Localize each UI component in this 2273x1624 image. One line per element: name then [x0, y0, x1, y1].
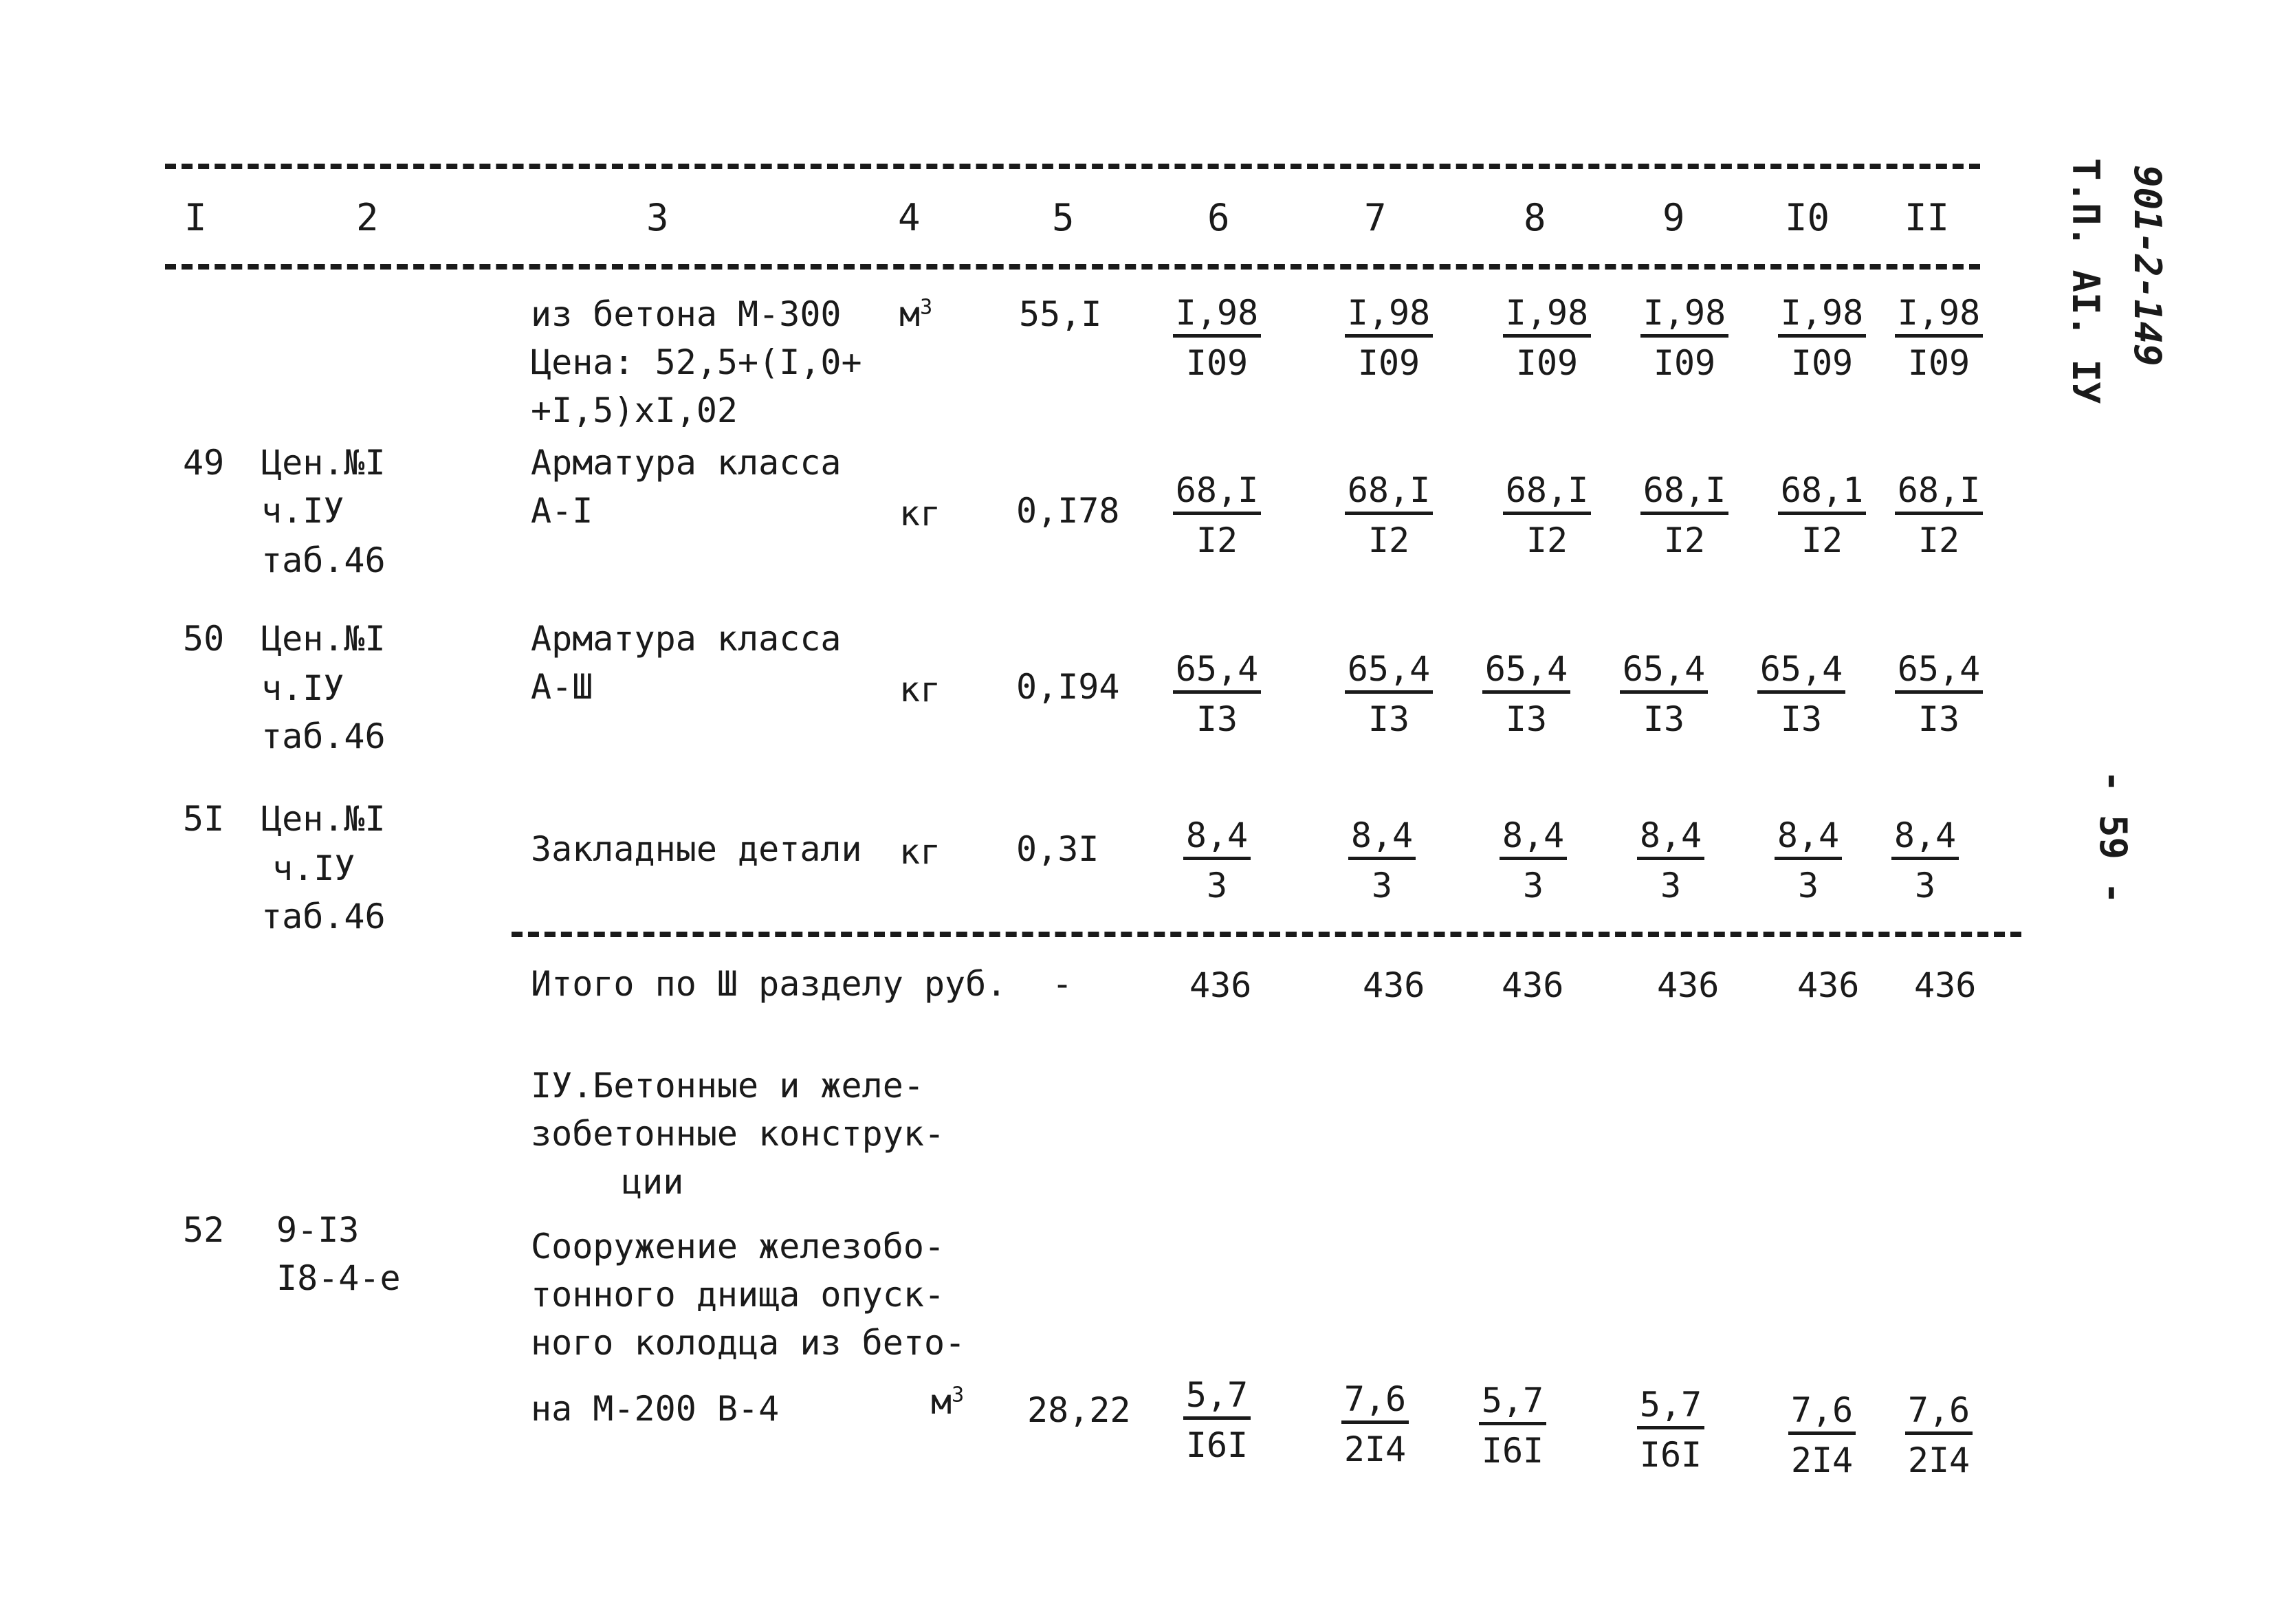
row-ref: ч.IУ — [261, 668, 344, 708]
col-header-7: 7 — [1364, 196, 1387, 239]
row-value: $\frac{68,I}{I2}$ — [1162, 473, 1272, 558]
intro-line-1: из бетона М-300 — [531, 294, 842, 334]
row-number: 50 — [183, 619, 225, 659]
row-value: $\frac{65,4}{I3}$ — [1471, 652, 1581, 736]
col-header-11: II — [1904, 196, 1950, 239]
row-value: $\frac{8,4}{3}$ — [1162, 818, 1272, 903]
total-value: 436 — [1797, 965, 1860, 1005]
row-ref: Цен.№I — [261, 443, 386, 483]
row-value: $\frac{8,4}{3}$ — [1870, 818, 1980, 903]
row-qty: 0,I78 — [1016, 491, 1120, 531]
col-header-2: 2 — [356, 196, 379, 239]
total-value: 436 — [1189, 965, 1252, 1005]
intro-value: $\frac{I,98}{I09}$ — [1884, 296, 1994, 380]
col-header-3: 3 — [646, 196, 669, 239]
intro-unit: $м^3$ — [899, 294, 933, 334]
intro-line-3: +I,5)хI,02 — [531, 391, 738, 430]
row-value: $\frac{5,7}{I6I}$ — [1616, 1387, 1726, 1472]
intro-value: $\frac{I,98}{I09}$ — [1492, 296, 1602, 380]
row-ref: Цен.№I — [261, 799, 386, 839]
intro-qty: 55,I — [1019, 294, 1102, 334]
row-ref: 9-I3 — [276, 1210, 360, 1250]
row-value: $\frac{8,4}{3}$ — [1616, 818, 1726, 903]
row-value: $\frac{5,7}{I6I}$ — [1162, 1378, 1272, 1462]
row-name: тонного днища опуск- — [531, 1275, 945, 1315]
row-ref: ч.IУ — [272, 848, 355, 888]
row-ref: таб.46 — [261, 540, 386, 580]
row-value: $\frac{7,6}{2I4}$ — [1767, 1393, 1877, 1478]
row-value: $\frac{8,4}{3}$ — [1753, 818, 1863, 903]
row-unit: $м^3$ — [931, 1382, 965, 1422]
row-value: $\frac{7,6}{2I4}$ — [1320, 1382, 1430, 1467]
col-header-10: I0 — [1785, 196, 1830, 239]
total-rule — [512, 932, 2021, 937]
row-name: Арматура класса — [531, 443, 842, 483]
total-label: Итого по Ш разделу руб. — [531, 964, 1007, 1004]
row-ref: ч.IУ — [261, 491, 344, 531]
section-title-line: IУ.Бетонные и желе- — [531, 1066, 924, 1106]
row-value: $\frac{68,1}{I2}$ — [1767, 473, 1877, 558]
page-number: - 59 - — [2091, 770, 2135, 905]
row-value: $\frac{65,4}{I3}$ — [1746, 652, 1856, 736]
col-header-8: 8 — [1524, 196, 1546, 239]
intro-value: $\frac{I,98}{I09}$ — [1162, 296, 1272, 380]
total-value: 436 — [1657, 965, 1720, 1005]
col-header-1: I — [184, 196, 207, 239]
row-unit: кг — [899, 670, 941, 710]
row-name: на М-200 В-4 — [531, 1389, 780, 1429]
row-value: $\frac{5,7}{I6I}$ — [1458, 1383, 1568, 1468]
row-value: $\frac{8,4}{3}$ — [1327, 818, 1437, 903]
row-number: 49 — [183, 443, 225, 483]
row-value: $\frac{65,4}{I3}$ — [1609, 652, 1719, 736]
total-value: 436 — [1363, 965, 1425, 1005]
intro-line-2: Цена: 52,5+(I,0+ — [531, 342, 862, 382]
row-value: $\frac{65,4}{I3}$ — [1162, 652, 1272, 736]
row-qty: 0,I94 — [1016, 667, 1120, 707]
row-value: $\frac{7,6}{2I4}$ — [1884, 1393, 1994, 1478]
header-top-rule — [165, 164, 1980, 169]
section-title-line: зобетонные конструк- — [531, 1114, 945, 1154]
intro-value: $\frac{I,98}{I09}$ — [1629, 296, 1739, 380]
intro-value: $\frac{I,98}{I09}$ — [1767, 296, 1877, 380]
total-value: 436 — [1502, 965, 1564, 1005]
row-name: Закладные детали — [531, 829, 862, 869]
col-header-6: 6 — [1207, 196, 1230, 239]
row-ref: таб.46 — [261, 716, 386, 756]
row-value: $\frac{68,I}{I2}$ — [1492, 473, 1602, 558]
row-ref: таб.46 — [261, 897, 386, 936]
header-bottom-rule — [165, 264, 1980, 270]
row-value: $\frac{8,4}{3}$ — [1478, 818, 1588, 903]
row-name: ного колодца из бето- — [531, 1323, 966, 1363]
section-title-line: ции — [622, 1162, 684, 1202]
row-value: $\frac{65,4}{I3}$ — [1884, 652, 1994, 736]
row-number: 5I — [183, 799, 225, 839]
row-value: $\frac{68,I}{I2}$ — [1884, 473, 1994, 558]
row-ref: I8-4-е — [276, 1258, 401, 1298]
row-unit: кг — [899, 832, 941, 872]
series-code: 901-2-149 — [2126, 165, 2169, 366]
row-name: Арматура класса — [531, 619, 842, 659]
total-value: 436 — [1914, 965, 1977, 1005]
row-name: А-I — [531, 491, 593, 531]
row-name: А-Ш — [531, 667, 593, 707]
row-name: Сооружение железобо- — [531, 1227, 945, 1266]
row-value: $\frac{65,4}{I3}$ — [1334, 652, 1444, 736]
row-number: 52 — [183, 1210, 225, 1250]
col-header-5: 5 — [1052, 196, 1075, 239]
row-ref: Цен.№I — [261, 619, 386, 659]
col-header-9: 9 — [1662, 196, 1685, 239]
total-qty: - — [1052, 964, 1073, 1004]
row-qty: 0,3I — [1016, 829, 1099, 869]
row-value: $\frac{68,I}{I2}$ — [1334, 473, 1444, 558]
doc-code: Т.П. АI. IУ — [2064, 158, 2107, 404]
row-qty: 28,22 — [1027, 1390, 1131, 1430]
row-unit: кг — [899, 494, 941, 534]
intro-value: $\frac{I,98}{I09}$ — [1334, 296, 1444, 380]
col-header-4: 4 — [898, 196, 921, 239]
row-value: $\frac{68,I}{I2}$ — [1629, 473, 1739, 558]
